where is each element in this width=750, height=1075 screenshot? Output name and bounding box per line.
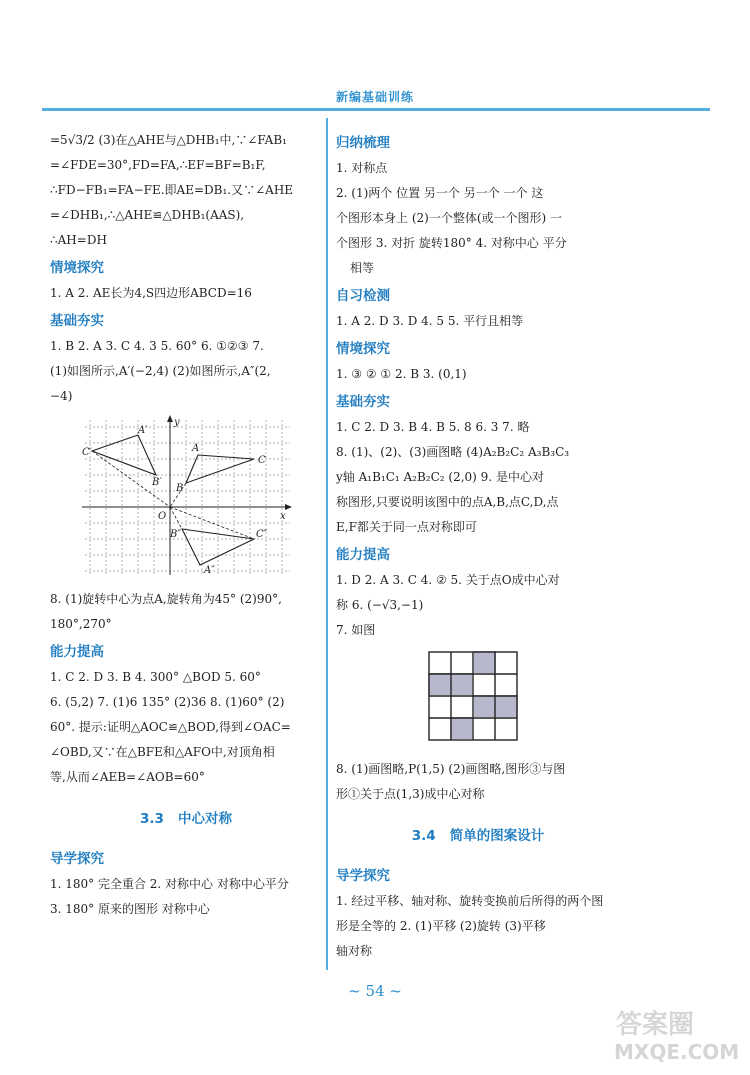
shaded-cell: [450, 717, 472, 739]
section-title-qingjing: 情境探究: [50, 260, 104, 276]
text-line: 180°,270°: [50, 617, 112, 631]
watermark-top: 答案圈: [616, 1010, 695, 1040]
text-line: =5√3/2 (3)在△AHE与△DHB₁中,∵∠FAB₁: [50, 133, 287, 147]
text-line: (1)如图所示,A′(−2,4) (2)如图所示,A″(2,: [50, 364, 271, 378]
text-line: 7. 如图: [336, 623, 376, 637]
section-title-daoxue: 导学探究: [336, 868, 390, 884]
point-label: B: [176, 483, 184, 494]
point-label: B″: [170, 529, 182, 540]
text-line: 个图形 3. 对折 旋转180° 4. 对称中心 平分: [336, 236, 567, 250]
axis-label-x: x: [280, 511, 286, 522]
shaded-cell: [474, 695, 496, 717]
point-label: A: [192, 443, 200, 454]
text-line: 称 6. (−√3,−1): [336, 598, 424, 612]
intro-block: [50, 128, 322, 253]
section-title-nengli: 能力提高: [50, 644, 104, 660]
shaded-cell: [450, 673, 472, 695]
pattern-grid-figure: [428, 651, 520, 743]
text-line: 1. ③ ② ① 2. B 3. (0,1): [336, 367, 467, 381]
text-line: 形是全等的 2. (1)平移 (2)旋转 (3)平移: [336, 919, 546, 933]
text-line: ∠OBD,又∵在△BFE和△AFO中,对顶角相: [50, 745, 275, 759]
chapter-title: 中心对称: [177, 811, 232, 827]
left-column: [50, 128, 322, 922]
right-column: [336, 128, 620, 964]
text-line: 1. A 2. AE长为4,S四边形ABCD=16: [50, 286, 252, 300]
text-line: 1. 180° 完全重合 2. 对称中心 对称中心平分: [50, 877, 289, 891]
point-label: C′: [82, 447, 92, 458]
text-line: 1. A 2. D 3. D 4. 5 5. 平行且相等: [336, 314, 524, 328]
rotation-figure: [80, 415, 295, 577]
point-label: A″: [204, 565, 215, 576]
shaded-cell: [428, 673, 450, 695]
text-line: 相等: [350, 261, 375, 275]
section-title-zixi: 自习检测: [336, 288, 390, 304]
text-line: 2. (1)两个 位置 另一个 另一个 一个 这: [336, 186, 544, 200]
text-line: =∠FDE=30°,FD=FA,∴EF=BF=B₁F,: [50, 158, 266, 172]
text-line: 3. 180° 原来的图形 对称中心: [50, 902, 210, 916]
text-line: 6. (5,2) 7. (1)6 135° (2)36 8. (1)60° (2): [50, 695, 285, 709]
text-line: ∴AH=DH: [50, 233, 107, 247]
text-line: 8. (1)旋转中心为点A,旋转角为45° (2)90°,: [50, 592, 282, 606]
axis-label-y: y: [174, 417, 180, 428]
point-label: A′: [138, 425, 148, 436]
chapter-number: 3.4: [411, 828, 436, 844]
text-line: 8. (1)、(2)、(3)画图略 (4)A₂B₂C₂ A₃B₃C₃: [336, 445, 570, 459]
text-line: 1. C 2. D 3. B 4. 300° △BOD 5. 60°: [50, 670, 261, 684]
triangle-a2b2c2: [182, 529, 254, 565]
section-title-qingjing: 情境探究: [336, 341, 390, 357]
section-title-daoxue: 导学探究: [50, 851, 104, 867]
column-divider: [326, 118, 328, 970]
text-line: 称图形,只要说明该图中的点A,B,点C,D,点: [336, 495, 559, 509]
chapter-title: 简单的图案设计: [449, 828, 545, 844]
text-line: 1. 经过平移、轴对称、旋转变换前后所得的两个图: [336, 894, 604, 908]
point-label: C″: [256, 529, 268, 540]
text-line: y轴 A₁B₁C₁ A₂B₂C₂ (2,0) 9. 是中心对: [336, 470, 544, 484]
text-line: 个图形本身上 (2)一个整体(或一个图形) 一: [336, 211, 562, 225]
origin-label: O: [158, 511, 167, 522]
text-line: 1. 对称点: [336, 161, 388, 175]
text-line: 形①关于点(1,3)成中心对称: [336, 787, 485, 801]
watermark-bottom: MXQE.COM: [614, 1040, 740, 1063]
text-line: −4): [50, 389, 73, 403]
watermark-logo: [610, 1003, 740, 1063]
header-title: 新编基础训练: [335, 90, 414, 104]
point-label: B′: [152, 477, 162, 488]
text-line: ∴FD−FB₁=FA−FE.即AE=DB₁.又∵∠AHE: [50, 183, 294, 197]
chapter-heading: [50, 804, 322, 834]
section-title-jichu: 基础夯实: [336, 394, 390, 410]
text-line: 1. C 2. D 3. B 4. B 5. 8 6. 3 7. 略: [336, 420, 530, 434]
shaded-cell: [474, 651, 496, 673]
text-line: 1. D 2. A 3. C 4. ② 5. 关于点O成中心对: [336, 573, 560, 587]
page-number: ~ 54 ~: [348, 982, 402, 1000]
shaded-cell: [496, 695, 518, 717]
header-rule: [42, 108, 710, 111]
triangle-abc: [186, 455, 254, 483]
text-line: 8. (1)画图略,P(1,5) (2)画图略,图形③与图: [336, 762, 566, 776]
triangle-a1b1c1: [92, 435, 156, 475]
text-line: =∠DHB₁,∴△AHE≌△DHB₁(AAS),: [50, 208, 245, 222]
text-line: 等,从而∠AEB=∠AOB=60°: [50, 770, 205, 784]
section-title-guina: 归纳梳理: [336, 135, 390, 151]
chapter-number: 3.3: [140, 811, 164, 827]
chapter-heading: [336, 821, 620, 851]
text-line: 60°. 提示:证明△AOC≌△BOD,得到∠OAC=: [50, 720, 291, 734]
text-line: 轴对称: [336, 944, 373, 958]
text-line: E,F都关于同一点对称即可: [336, 520, 477, 534]
text-line: 1. B 2. A 3. C 4. 3 5. 60° 6. ①②③ 7.: [50, 339, 264, 353]
point-label: C: [258, 455, 266, 466]
section-title-nengli: 能力提高: [336, 547, 390, 563]
section-title-jichu: 基础夯实: [50, 313, 104, 329]
